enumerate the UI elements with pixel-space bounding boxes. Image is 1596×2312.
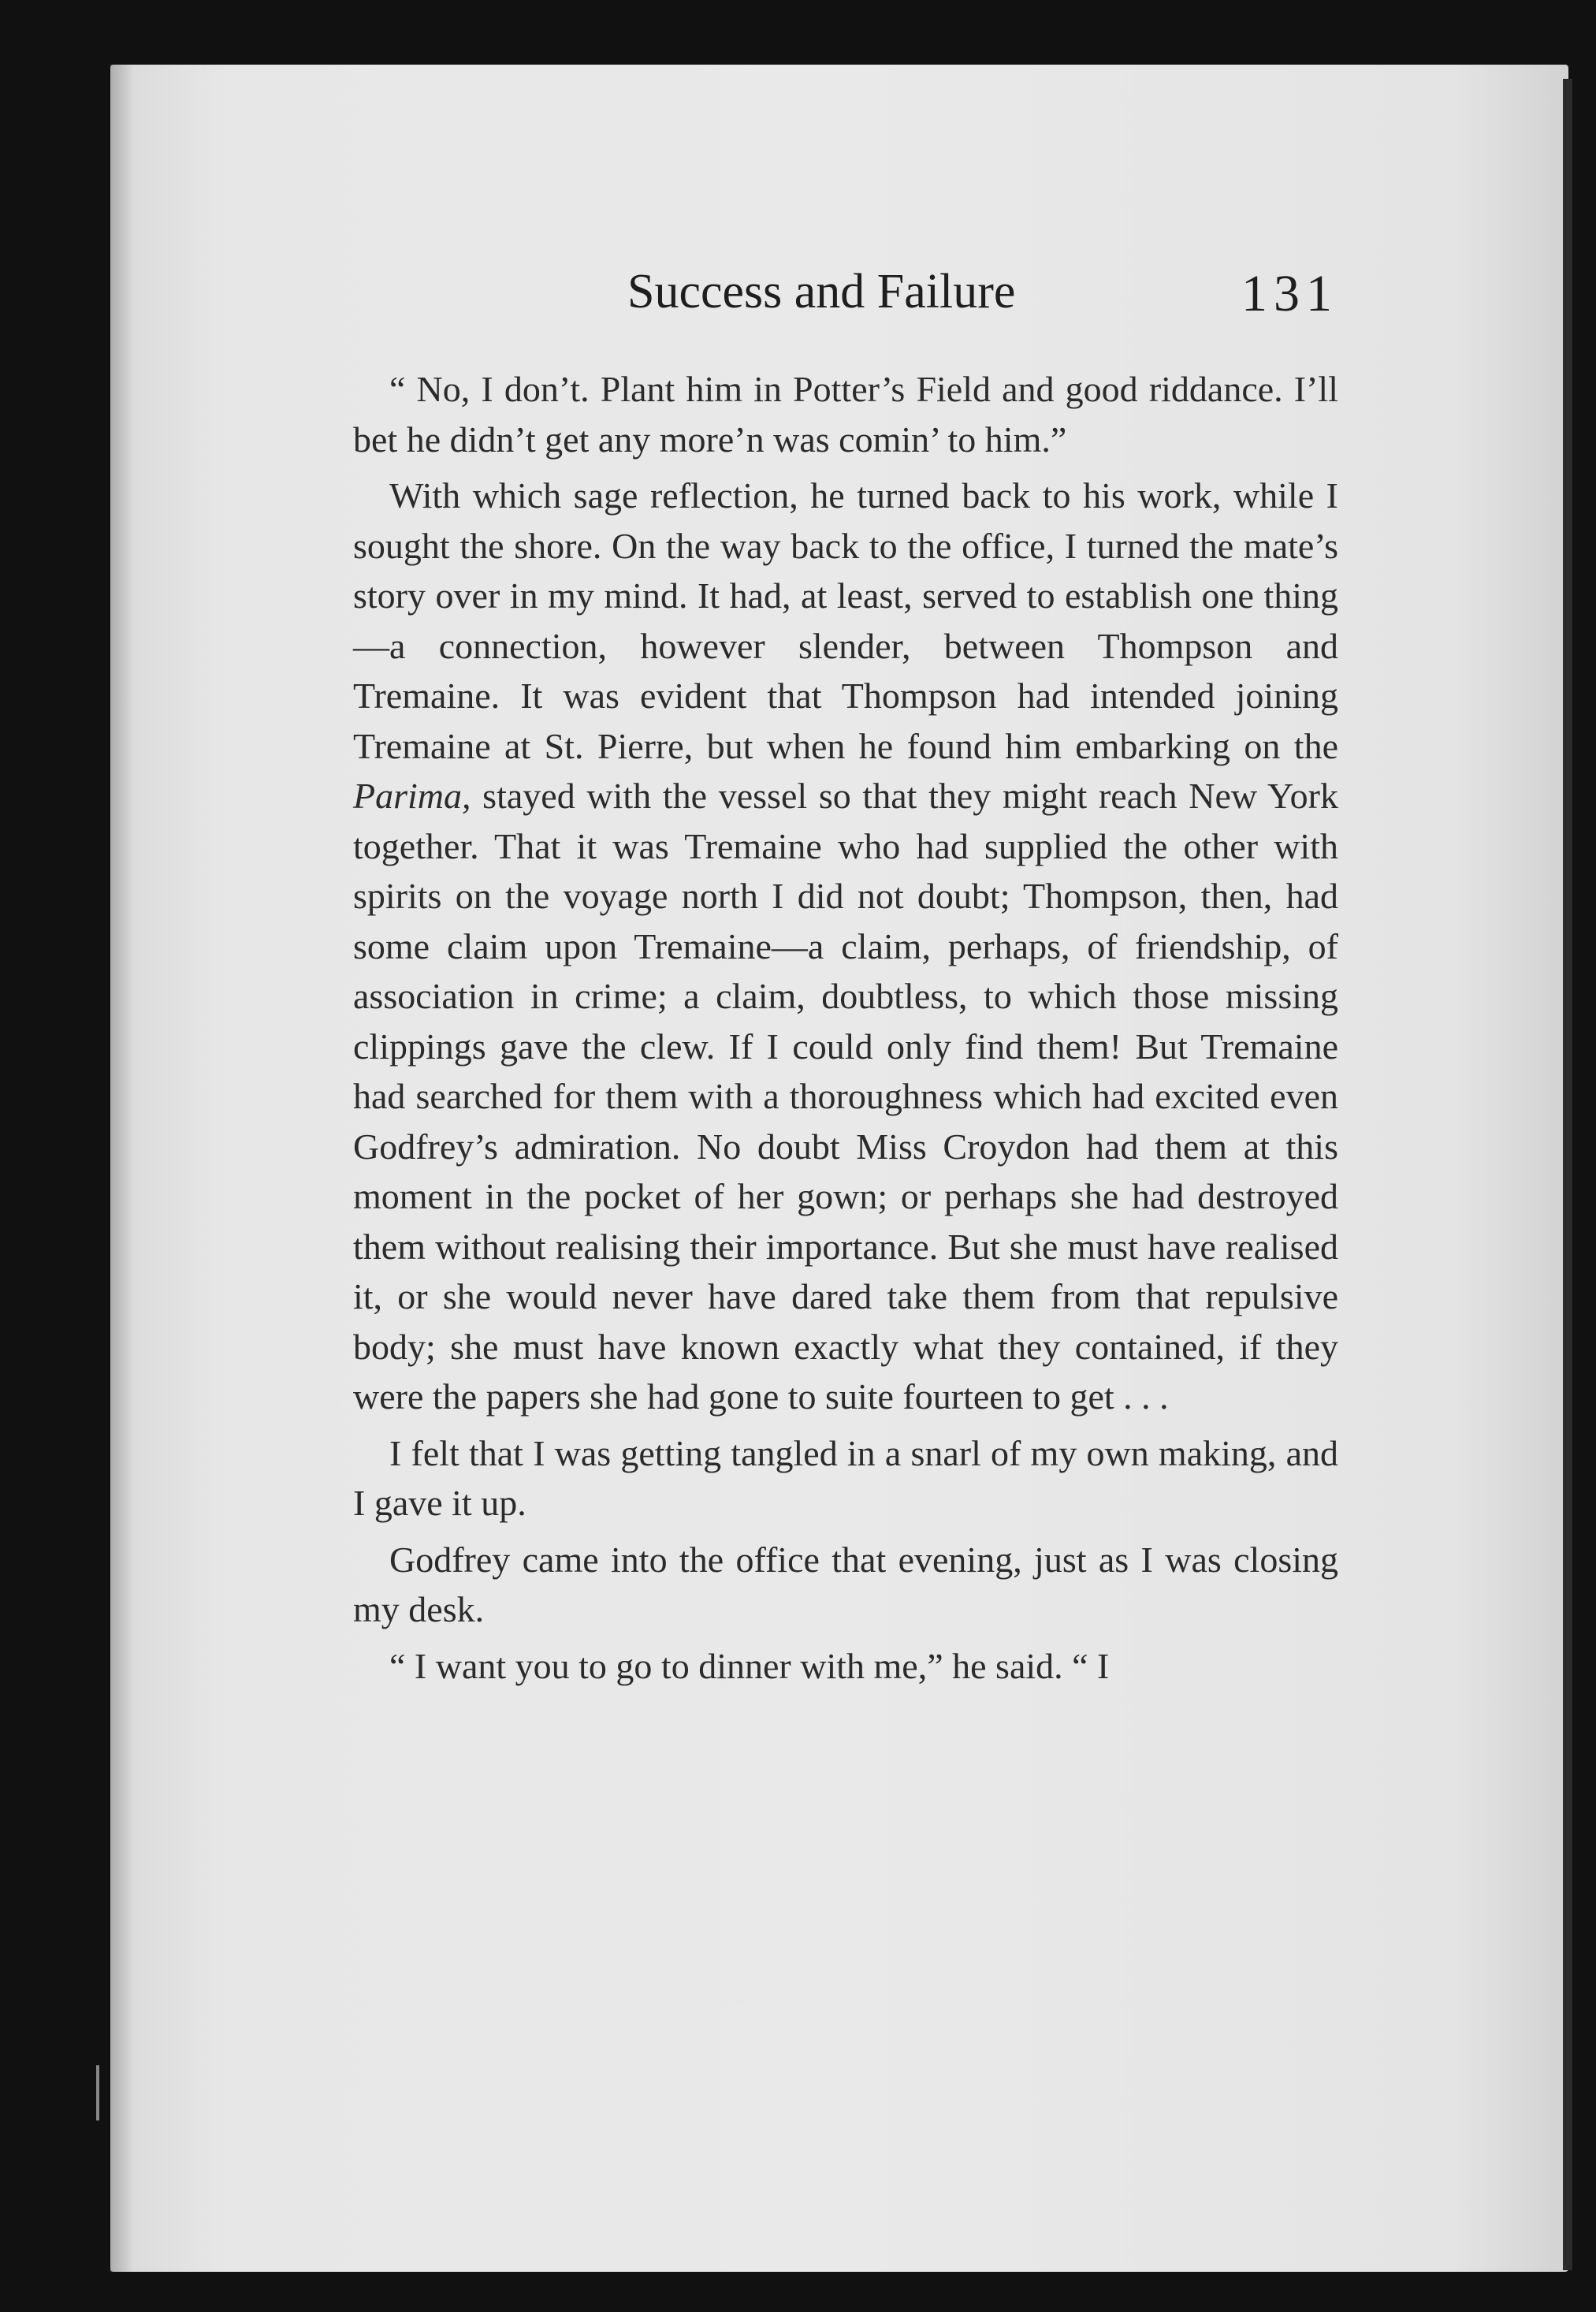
paragraph-text-before-ship-name: With which sage reflection, he turned back to his work, while I sought the shore. On the way back to the office, I turned the mate’s story over in my mind. It had, at least, served to establish one thing—a connection, however slender, between Thompson and Tremaine. It was evident that Thompson had intended joining Tremaine at St. Pierre, but when he found him embarking on the: [353, 475, 1338, 766]
paragraph-text: Godfrey came into the office that evening, just as I was closing my desk.: [353, 1539, 1338, 1629]
page-header: [353, 264, 1338, 327]
running-title: Success and Failure: [627, 265, 1016, 318]
paragraph-tangled: [353, 1428, 1338, 1528]
paragraph-text: “ I want you to go to dinner with me,” he said. “ I: [389, 1645, 1110, 1686]
body-text: [353, 364, 1338, 1691]
gutter-shadow: [110, 65, 134, 2272]
page-edge: [1563, 79, 1572, 2270]
paragraph-text: “ No, I don’t. Plant him in Potter’s Field and good riddance. I’ll bet he didn’t get any more’n was comin’ to him.”: [353, 369, 1338, 460]
paragraph-godfrey-arrives: [353, 1535, 1338, 1635]
ship-name-italic: Parima,: [353, 776, 471, 816]
paragraph-text-after-ship-name: stayed with the vessel so that they might reach New York together. That it was Tremaine who had supplied the other with spirits on the voyage north I did not doubt; Thompson, then, had some claim upon Tremaine—a claim, perhaps, of friendship, of association in crime; a claim, doubtless, to which those missing clippings gave the clew. If I could only find them! But Tremaine had searched for them with a thoroughness which had excited even Godfrey’s admiration. No doubt Miss Croydon had them at this moment in the pocket of her gown; or perhaps she had destroyed them without realising their importance. But she must have realised it, or she would never have dared take them from that repulsive body; she must have known exactly what they contained, if they were the papers she had gone to suite fourteen to get . . .: [353, 776, 1338, 1417]
paragraph-text: I felt that I was getting tangled in a snarl of my own making, and I gave it up.: [353, 1432, 1338, 1523]
page-number: 131: [1241, 265, 1338, 322]
paragraph-dialogue-1: [353, 364, 1338, 464]
paragraph-dialogue-2: [353, 1641, 1338, 1692]
paragraph-reflection: [353, 471, 1338, 1422]
margin-mark: [96, 2065, 99, 2120]
